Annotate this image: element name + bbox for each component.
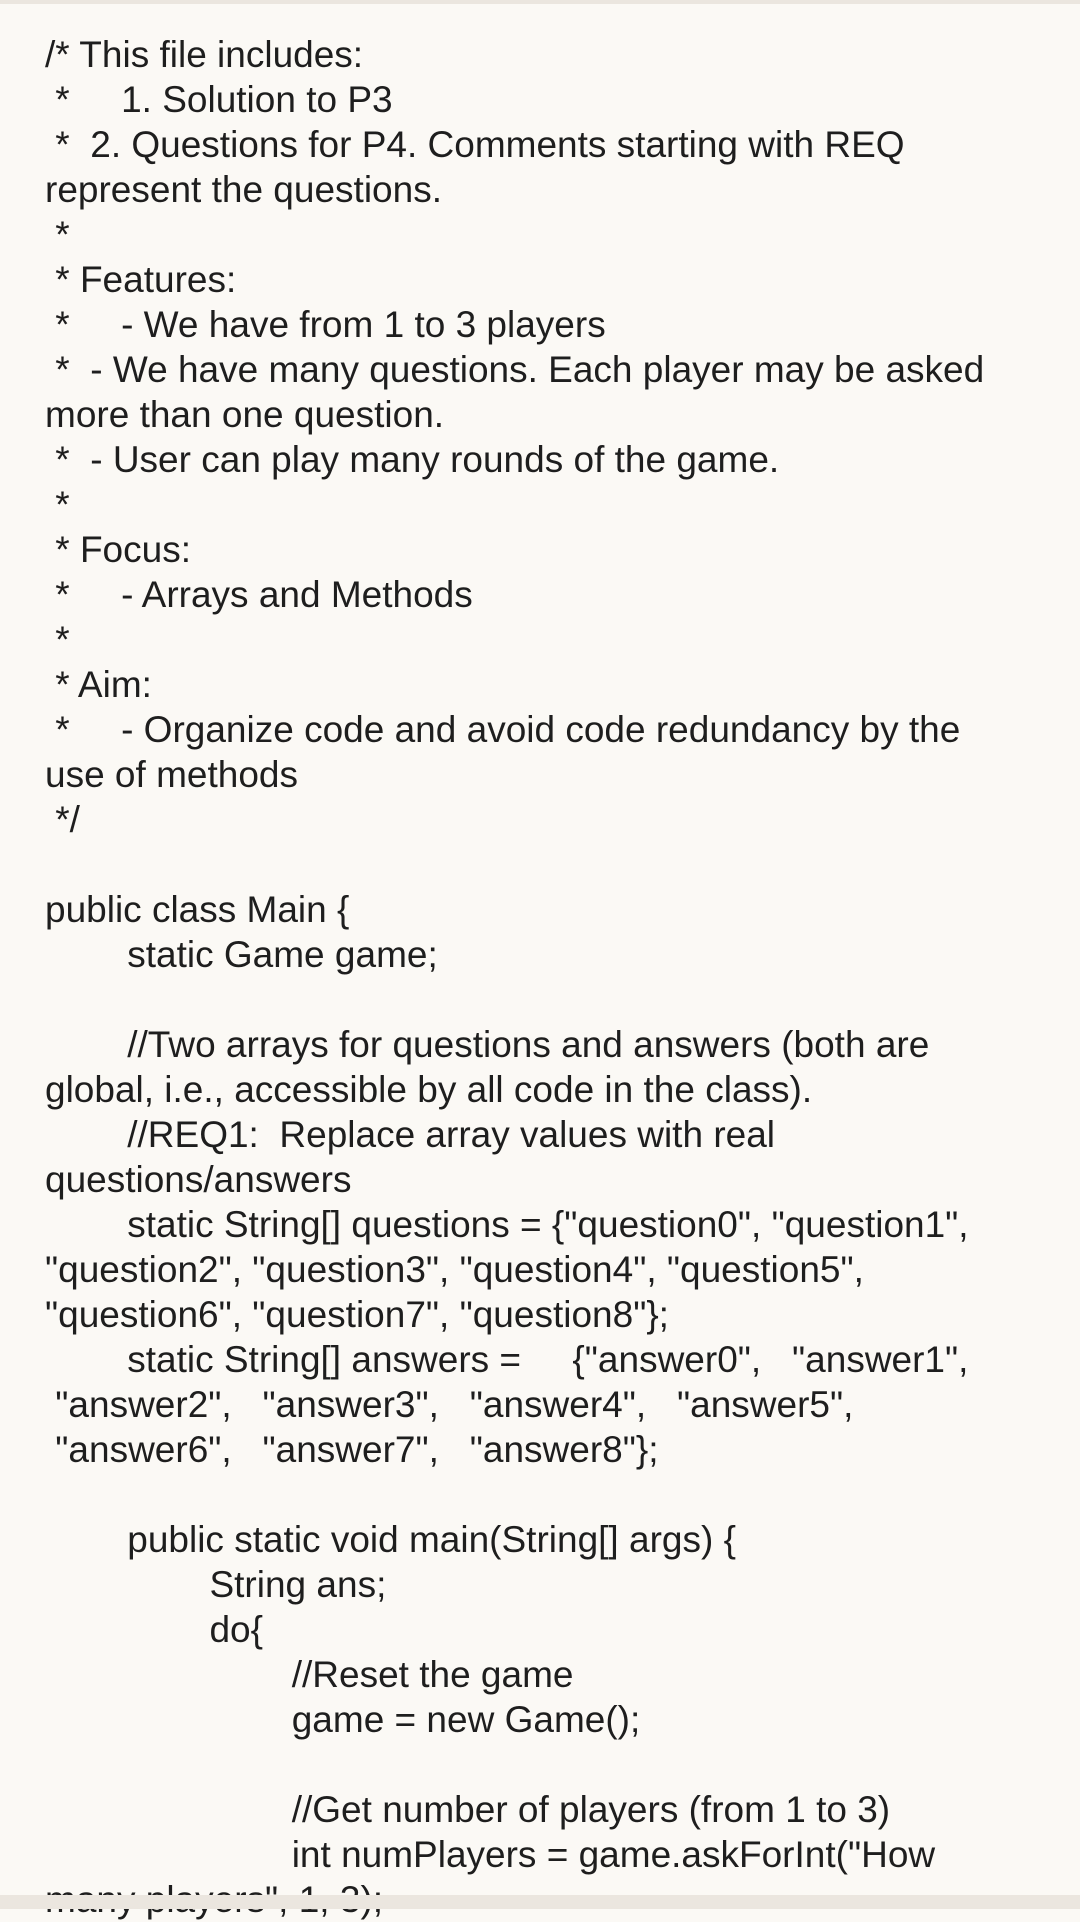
code-line <box>45 1742 1055 1787</box>
code-line: "question6", "question7", "question8"}; <box>45 1294 669 1335</box>
code-line: * <box>45 619 70 660</box>
code-line <box>45 977 1055 1022</box>
code-line: * Aim: <box>45 664 152 705</box>
code-line <box>45 1472 1055 1517</box>
code-line: * 2. Questions for P4. Comments starting with REQ <box>45 124 905 165</box>
code-line: * Focus: <box>45 529 191 570</box>
code-line: use of methods <box>45 754 298 795</box>
code-line: */ <box>45 799 80 840</box>
code-line: global, i.e., accessible by all code in the class). <box>45 1069 813 1110</box>
code-line: String ans; <box>45 1564 387 1605</box>
code-line: public static void main(String[] args) { <box>45 1519 736 1560</box>
code-line: do{ <box>45 1609 263 1650</box>
code-line: //Get number of players (from 1 to 3) <box>45 1789 891 1830</box>
code-line: //REQ1: Replace array values with real <box>45 1114 776 1155</box>
code-line: * - Arrays and Methods <box>45 574 473 615</box>
code-line: * - Organize code and avoid code redundancy by the <box>45 709 961 750</box>
code-line: static String[] questions = {"question0", "question1", <box>45 1204 969 1245</box>
code-line: more than one question. <box>45 394 445 435</box>
code-line: * - We have many questions. Each player may be asked <box>45 349 985 390</box>
code-line: represent the questions. <box>45 169 442 210</box>
code-line: * - We have from 1 to 3 players <box>45 304 606 345</box>
code-line: game = new Game(); <box>45 1699 641 1740</box>
code-line: * <box>45 484 70 525</box>
code-line: int numPlayers = game.askForInt("How <box>45 1834 936 1875</box>
code-line: * - User can play many rounds of the game. <box>45 439 780 480</box>
code-line: * Features: <box>45 259 237 300</box>
code-line: //Reset the game <box>45 1654 574 1695</box>
bottom-edge <box>0 1895 1080 1909</box>
code-line: questions/answers <box>45 1159 352 1200</box>
code-line: //Two arrays for questions and answers (both are <box>45 1024 930 1065</box>
code-line <box>45 842 1055 887</box>
code-document[interactable] <box>45 32 1055 1895</box>
top-edge <box>0 0 1080 4</box>
code-line: static String[] answers = {"answer0", "answer1", <box>45 1339 969 1380</box>
code-line: * <box>45 214 70 255</box>
code-line: * 1. Solution to P3 <box>45 79 393 120</box>
code-line: "answer2", "answer3", "answer4", "answer5", <box>45 1384 854 1425</box>
code-line: public class Main { <box>45 889 350 930</box>
code-line: "answer6", "answer7", "answer8"}; <box>45 1429 659 1470</box>
code-line: static Game game; <box>45 934 438 975</box>
code-line: "question2", "question3", "question4", "question5", <box>45 1249 864 1290</box>
code-line: /* This file includes: <box>45 34 364 75</box>
